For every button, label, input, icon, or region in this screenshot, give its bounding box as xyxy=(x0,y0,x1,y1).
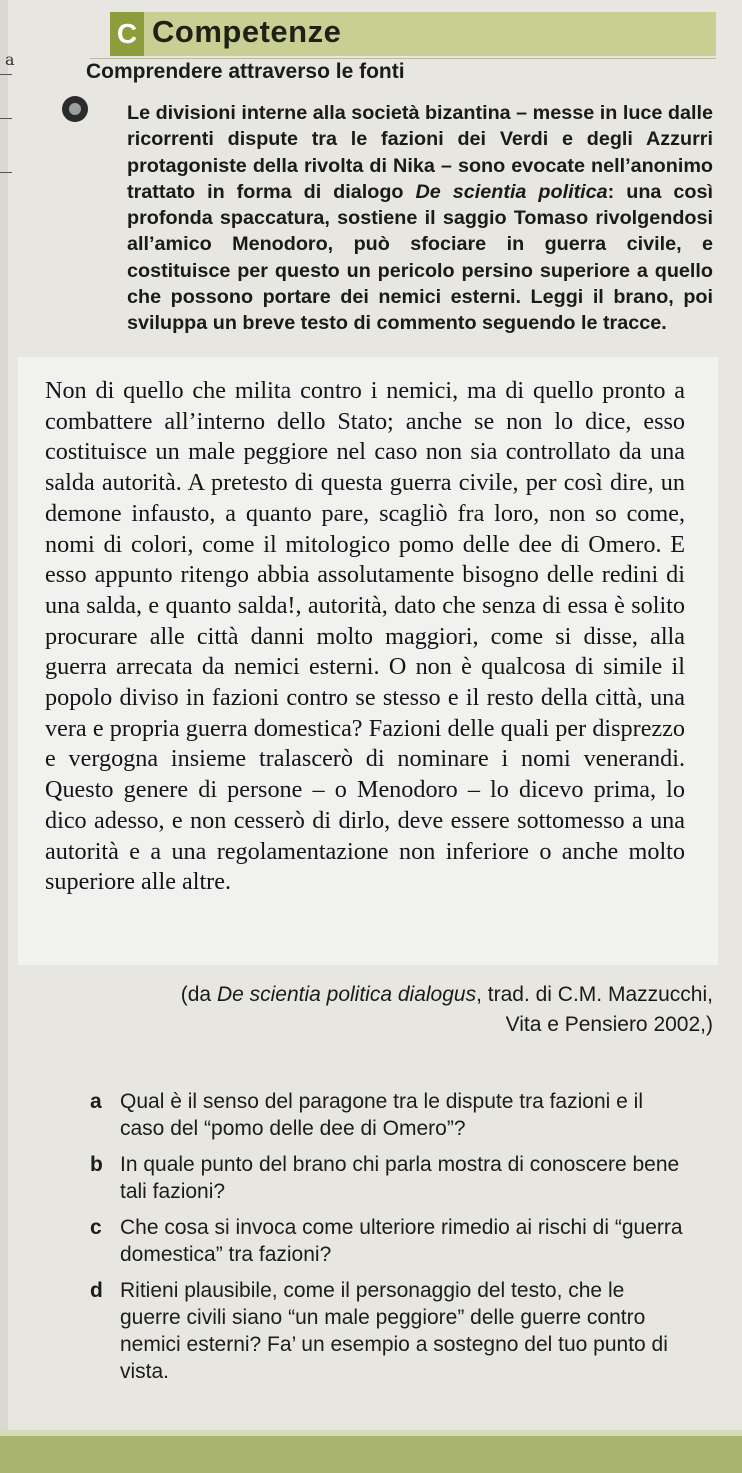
margin-tick xyxy=(0,172,12,173)
exercise-intro xyxy=(127,100,713,337)
question-text: In quale punto del brano chi parla mostra di conoscere bene tali fazioni? xyxy=(120,1153,680,1203)
question-text: Ritieni plausibile, come il personaggio del testo, che le guerre civili siano “un male peggiore” delle guerre contro nemici esterni? Fa’ un esempio a sostegno del tuo punto di vista. xyxy=(120,1279,668,1383)
question-list xyxy=(90,1088,690,1394)
citation-publisher: Vita e Pensiero 2002,) xyxy=(505,1013,713,1036)
section-title: Competenze xyxy=(152,14,342,49)
header-rule xyxy=(90,58,716,59)
exercise-subtitle: Comprendere attraverso le fonti xyxy=(86,60,405,83)
question-item xyxy=(90,1277,690,1385)
source-citation xyxy=(158,980,713,1040)
question-letter: a xyxy=(90,1090,102,1113)
question-text: Qual è il senso del paragone tra le dispute tra fazioni e il caso del “pomo delle dee di Omero”? xyxy=(120,1090,643,1140)
citation-work: De scientia politica dialogus xyxy=(216,983,477,1006)
question-item xyxy=(90,1151,690,1205)
question-text: Che cosa si invoca come ulteriore rimedio ai rischi di “guerra domestica” tra fazioni? xyxy=(120,1216,683,1266)
margin-tick xyxy=(0,118,12,119)
intro-text-end: : una così profonda spaccatura, sostiene il saggio Tomaso rivolgendosi all’amico Menodoro, può sfociare in guerra civile, e costituisce per questo un pericolo persino superiore a quello che possono portare dei nemici esterni. Leggi il brano, poi sviluppa un breve testo di commento seguendo le tracce. xyxy=(127,180,713,335)
page-edge xyxy=(0,0,8,1473)
footer-strip xyxy=(0,1430,742,1436)
intro-text: Le divisioni interne alla società bizantina – messe in luce dalle ricorrenti dispute tra le fazioni dei Verdi e degli Azzurri protagoniste della rivolta di Nika – sono evocate nell’anonimo trattato in forma di dialogo xyxy=(127,102,713,203)
margin-tick xyxy=(0,74,12,75)
question-letter: b xyxy=(90,1153,103,1176)
section-letter-badge: C xyxy=(110,12,144,56)
intro-work-title: De scientia politica xyxy=(415,180,608,203)
citation-open: (da xyxy=(180,983,217,1006)
footer-bar xyxy=(0,1430,742,1473)
source-passage: Non di quello che milita contro i nemici, ma di quello pronto a combattere all’interno dello Stato; anche se non lo dice, esso costituisce un male peggiore nel caso non sia controllato da una salda autorità. A pretesto di questa guerra civile, per così dire, un demone infausto, a quanto pare, scagliò fra loro, non so come, nomi di colori, come il mitologico pomo delle dee di Omero. E esso appunto ritengo abbia assolutamente bisogno delle redini di una salda, e quanto salda!, autorità, dato che senza di essa è solito procurare alle città danni molto maggiori, come si disse, alla guerra arrecata da nemici esterni. O non è qualcosa di simile il popolo diviso in fazioni contro se stesso e il resto della città, una vera e propria guerra domestica? Fazioni delle quali per disprezzo e vergogna insieme tralascerò di nominare i nomi venerandi. Questo genere di persone – o Menodoro – lo dicevo prima, lo dico adesso, e non cesserò di dirlo, deve essere sottomesso a una autorità e a una regolamentazione non inferiore o anche molto superiore alle altre. xyxy=(45,377,685,896)
section-header xyxy=(110,12,716,56)
question-item xyxy=(90,1088,690,1142)
circle-bullet-icon xyxy=(62,96,88,122)
question-letter: d xyxy=(90,1279,103,1302)
question-item xyxy=(90,1214,690,1268)
citation-translator: , trad. di C.M. Mazzucchi, xyxy=(476,983,713,1006)
question-letter: c xyxy=(90,1216,102,1239)
margin-letter: a xyxy=(5,50,15,69)
